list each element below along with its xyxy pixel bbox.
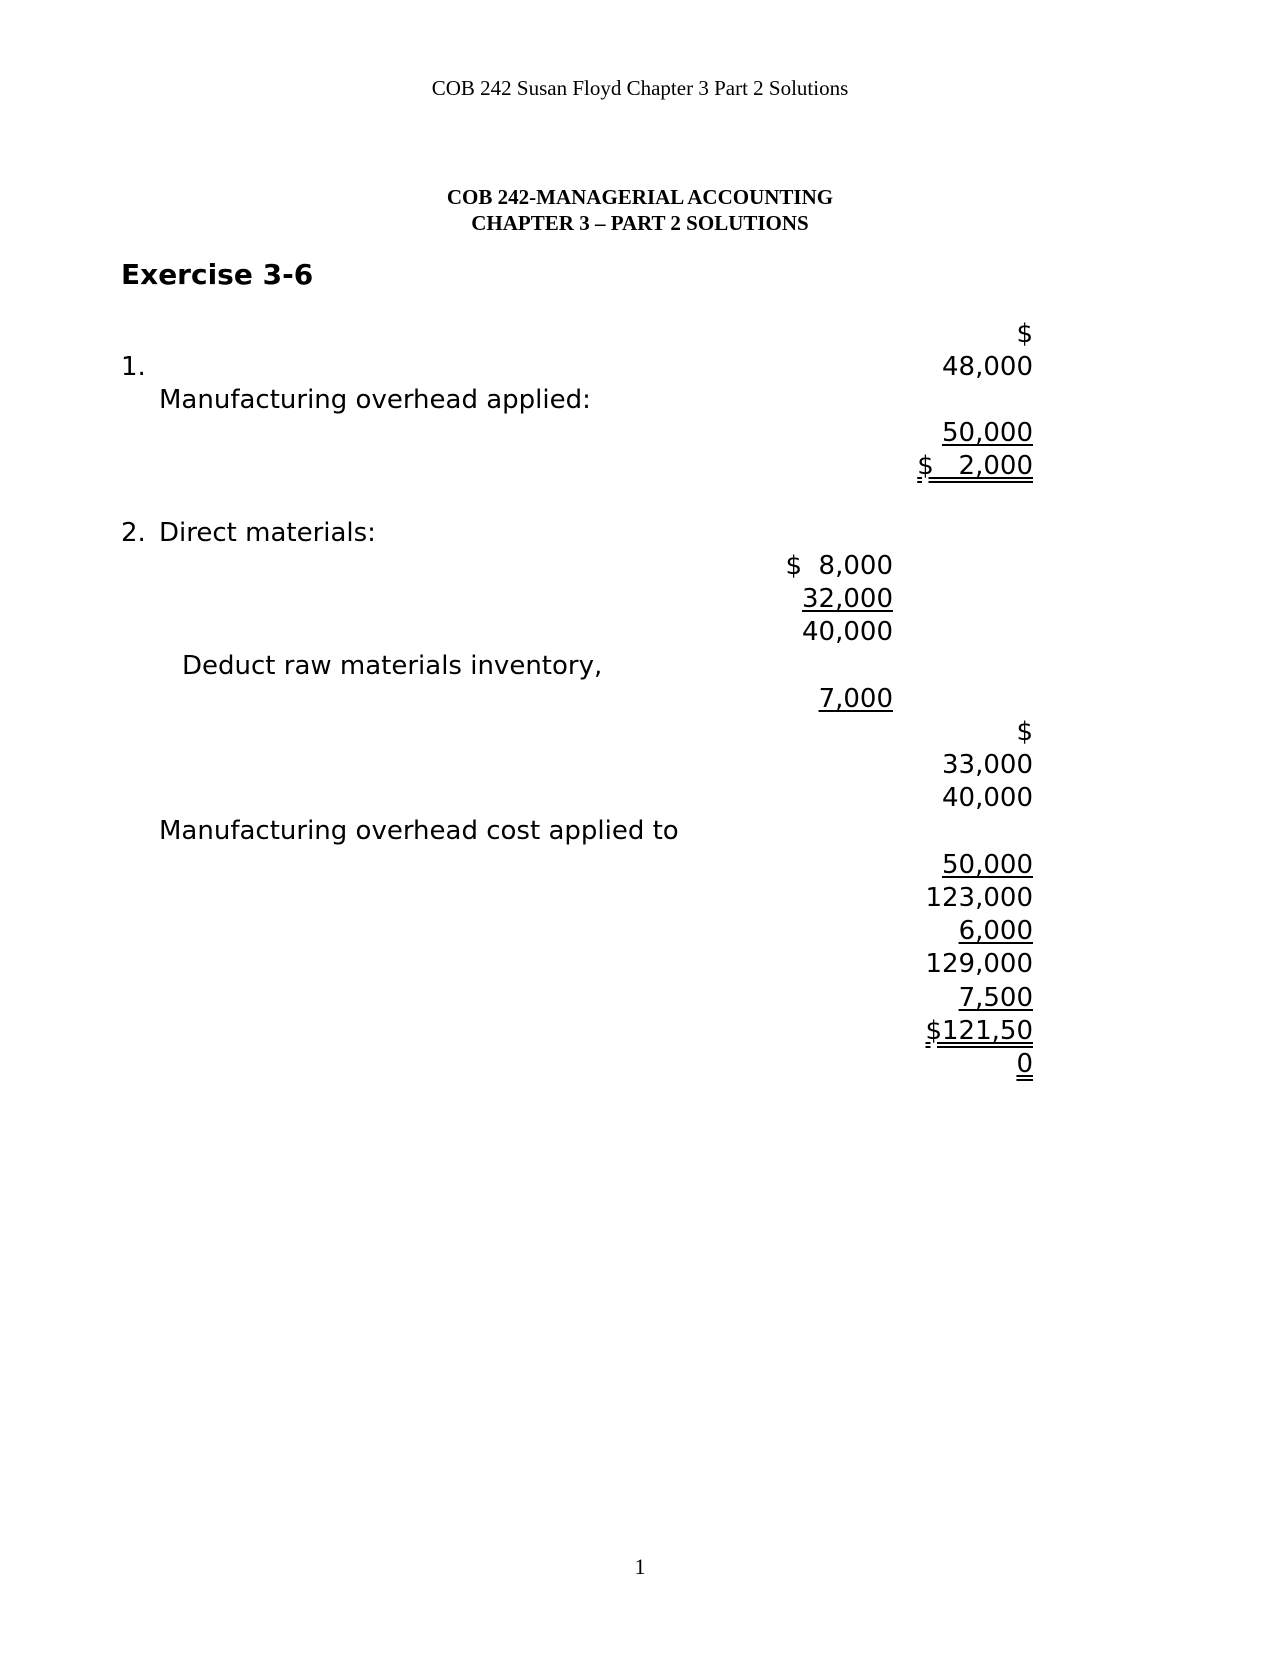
dollar-sign-row	[0, 716, 1280, 749]
title-line-2: CHAPTER 3 – PART 2 SOLUTIONS	[471, 211, 809, 235]
moh-applied-value: 50,000	[942, 850, 1033, 880]
cogm-row	[0, 1048, 1280, 1081]
subtotal-value: 129,000	[925, 949, 1033, 979]
rm-available-row	[0, 616, 1280, 649]
rm-beginning-row	[0, 550, 1280, 583]
item-number: 1.	[121, 352, 146, 382]
document-title	[0, 184, 1280, 236]
rm-ending-value: 7,000	[818, 684, 893, 714]
overhead-applied-heading-row	[0, 384, 1280, 417]
rm-beginning-value: $ 8,000	[785, 551, 893, 581]
dollar-sign: $	[1016, 319, 1033, 349]
wip-beginning-value: 6,000	[958, 916, 1033, 946]
direct-labor-row	[0, 782, 1280, 815]
rm-available-value: 40,000	[802, 617, 893, 647]
moh-applied-heading-row	[0, 815, 1280, 848]
rm-deduct-label: Deduct raw materials inventory,	[182, 651, 603, 681]
total-mfg-value: 123,000	[925, 883, 1033, 913]
direct-labor-value: 40,000	[942, 783, 1033, 813]
overhead-applied-label: Manufacturing overhead applied:	[159, 385, 591, 415]
actual-overhead-value: 48,000	[942, 352, 1033, 382]
cogm-value-row	[0, 1015, 1280, 1048]
total-mfg-row	[0, 882, 1280, 915]
rm-purchases-row	[0, 583, 1280, 616]
moh-applied-row	[0, 849, 1280, 882]
item-number: 2.	[121, 518, 146, 548]
wip-beginning-row	[0, 915, 1280, 948]
actual-overhead-row	[0, 351, 1280, 384]
moh-applied-label: Manufacturing overhead cost applied to	[159, 816, 679, 846]
cogm-value-line-2: 0	[1016, 1049, 1033, 1079]
overapplied-row	[0, 450, 1280, 483]
rm-deduct-row	[0, 650, 1280, 683]
rm-used-row	[0, 749, 1280, 782]
rm-used-value: 33,000	[942, 750, 1033, 780]
rm-ending-row	[0, 683, 1280, 716]
overapplied-value: $ 2,000	[917, 451, 1033, 481]
page-number: 1	[634, 1554, 646, 1579]
rm-purchases-value: 32,000	[802, 584, 893, 614]
overhead-applied-value: 50,000	[942, 418, 1033, 448]
dollar-sign-row	[0, 318, 1280, 351]
dollar-sign: $	[1016, 717, 1033, 747]
wip-ending-row	[0, 982, 1280, 1015]
title-line-1: COB 242-MANAGERIAL ACCOUNTING	[446, 185, 834, 209]
direct-materials-row	[0, 517, 1280, 550]
overhead-applied-detail-row	[0, 417, 1280, 450]
cogm-value-line-1: $121,50	[925, 1016, 1033, 1046]
subtotal-row	[0, 948, 1280, 981]
direct-materials-label: Direct materials:	[159, 518, 376, 548]
page-header: COB 242 Susan Floyd Chapter 3 Part 2 Solutions	[431, 76, 849, 100]
exercise-heading: Exercise 3-6	[121, 258, 314, 291]
wip-ending-value: 7,500	[958, 983, 1033, 1013]
